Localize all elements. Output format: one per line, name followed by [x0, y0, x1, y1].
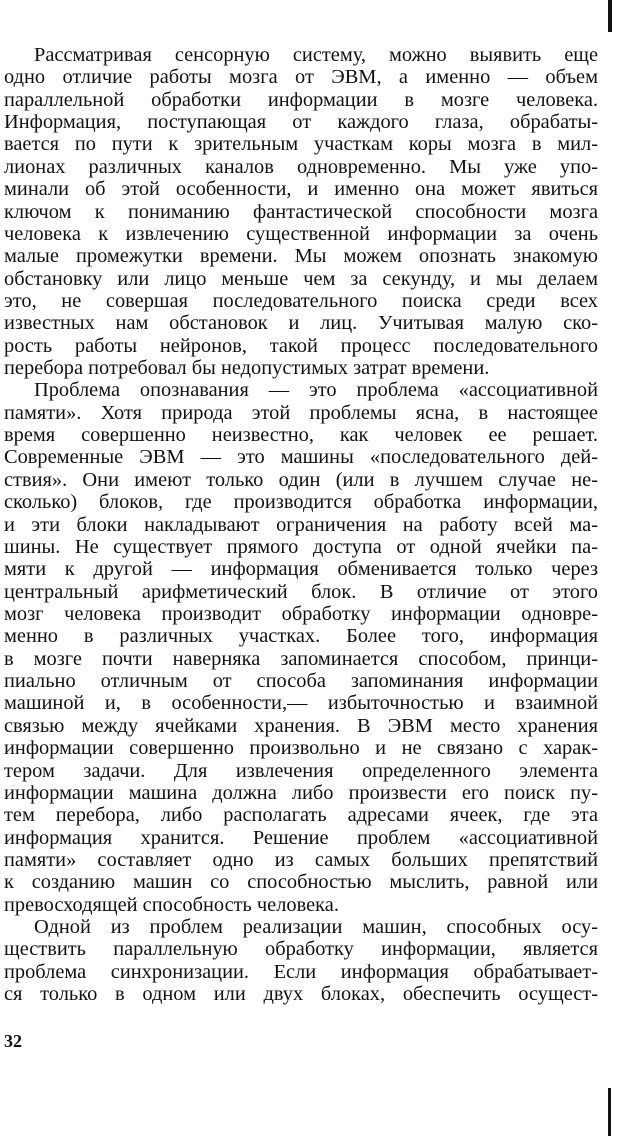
body-text [4, 44, 598, 1005]
text-line: информации машина должна либо произвести его поиск пу- [4, 781, 598, 804]
text-line: центральный арифметический блок. В отличие от этого [4, 580, 598, 603]
text-line: Рассматривая сенсорную систему, можно выявить еще [34, 44, 598, 66]
text-line: информации совершенно произвольно и не связано с харак- [4, 737, 598, 760]
text-line: тером задачи. Для извлечения определенного элемента [4, 759, 598, 782]
text-line: Одной из проблем реализации машин, способных осу- [34, 916, 598, 939]
text-line: ключом к пониманию фантастической способности мозга [4, 200, 598, 223]
text-line: рость работы нейронов, такой процесс последовательного [4, 334, 598, 357]
text-line: сколько) блоков, где производится обработка информации, [4, 491, 598, 514]
text-line: машиной и, в особенности,— избыточностью и взаимной [4, 692, 598, 715]
text-line: связью между ячейками хранения. В ЭВМ место хранения [4, 714, 598, 737]
text-line: памяти» составляет одно из самых больших препятствий [4, 848, 598, 871]
text-line: мозг человека производит обработку информации одновре- [4, 602, 598, 625]
text-line: Современные ЭВМ — это машины «последовательного дей- [4, 446, 598, 469]
text-line: информация хранится. Решение проблем «ассоциативной [4, 826, 598, 849]
text-line: менно в различных участках. Более того, информация [4, 625, 598, 648]
text-line: минали об этой особенности, и именно она может явиться [4, 178, 598, 201]
text-line: параллельной обработки информации в мозге человека. [4, 88, 598, 111]
text-line: Проблема опознавания — это проблема «ассоциативной [34, 379, 598, 402]
text-line: обстановку или лицо меньше чем за секунду, и мы делаем [4, 267, 598, 290]
text-line: лионах различных каналов одновременно. Мы уже упо- [4, 155, 598, 178]
text-line: известных нам обстановок и лиц. Учитывая малую ско- [4, 312, 598, 335]
text-line: одно отличие работы мозга от ЭВМ, а именно — объем [4, 66, 598, 89]
text-line: время совершенно неизвестно, как человек ее решает. [4, 424, 598, 447]
text-line: тем перебора, либо располагать адресами ячеек, где эта [4, 804, 598, 827]
text-line: пиально отличным от способа запоминания информации [4, 670, 598, 693]
text-line: это, не совершая последовательного поиска среди всех [4, 289, 598, 312]
text-line: к созданию машин со способностью мыслить, равной или [4, 871, 598, 894]
text-line: в мозге почти наверняка запоминается способом, принци- [4, 647, 598, 670]
text-line: и эти блоки накладывают ограничения на работу всей ма- [4, 513, 598, 536]
text-line: мяти к другой — информация обменивается только через [4, 558, 598, 581]
text-line: человека к извлечению существенной информации за очень [4, 222, 598, 245]
text-line: ствия». Они имеют только один (или в лучшем случае не- [4, 468, 598, 491]
page-edge-mark [608, 1088, 611, 1136]
text-line: проблема синхронизации. Если информация обрабатывает- [4, 960, 598, 983]
text-line: Информация, поступающая от каждого глаза, обрабаты- [4, 111, 598, 134]
page-edge-mark [608, 0, 612, 32]
text-line: памяти». Хотя природа этой проблемы ясна, в настоящее [4, 401, 598, 424]
text-line: превосходящей способность человека. [4, 893, 339, 916]
text-line: вается по пути к зрительным участкам коры мозга в мил- [4, 133, 598, 156]
text-line: перебора потребовал бы недопустимых затрат времени. [4, 357, 490, 380]
page-number: 32 [4, 1031, 22, 1051]
text-line: малые промежутки времени. Мы можем опознать знакомую [4, 245, 598, 268]
text-line: шины. Не существует прямого доступа от одной ячейки па- [4, 535, 598, 558]
text-line: ществить параллельную обработку информации, является [4, 938, 598, 961]
text-line: ся только в одном или двух блоках, обеспечить осущест- [4, 983, 598, 1006]
